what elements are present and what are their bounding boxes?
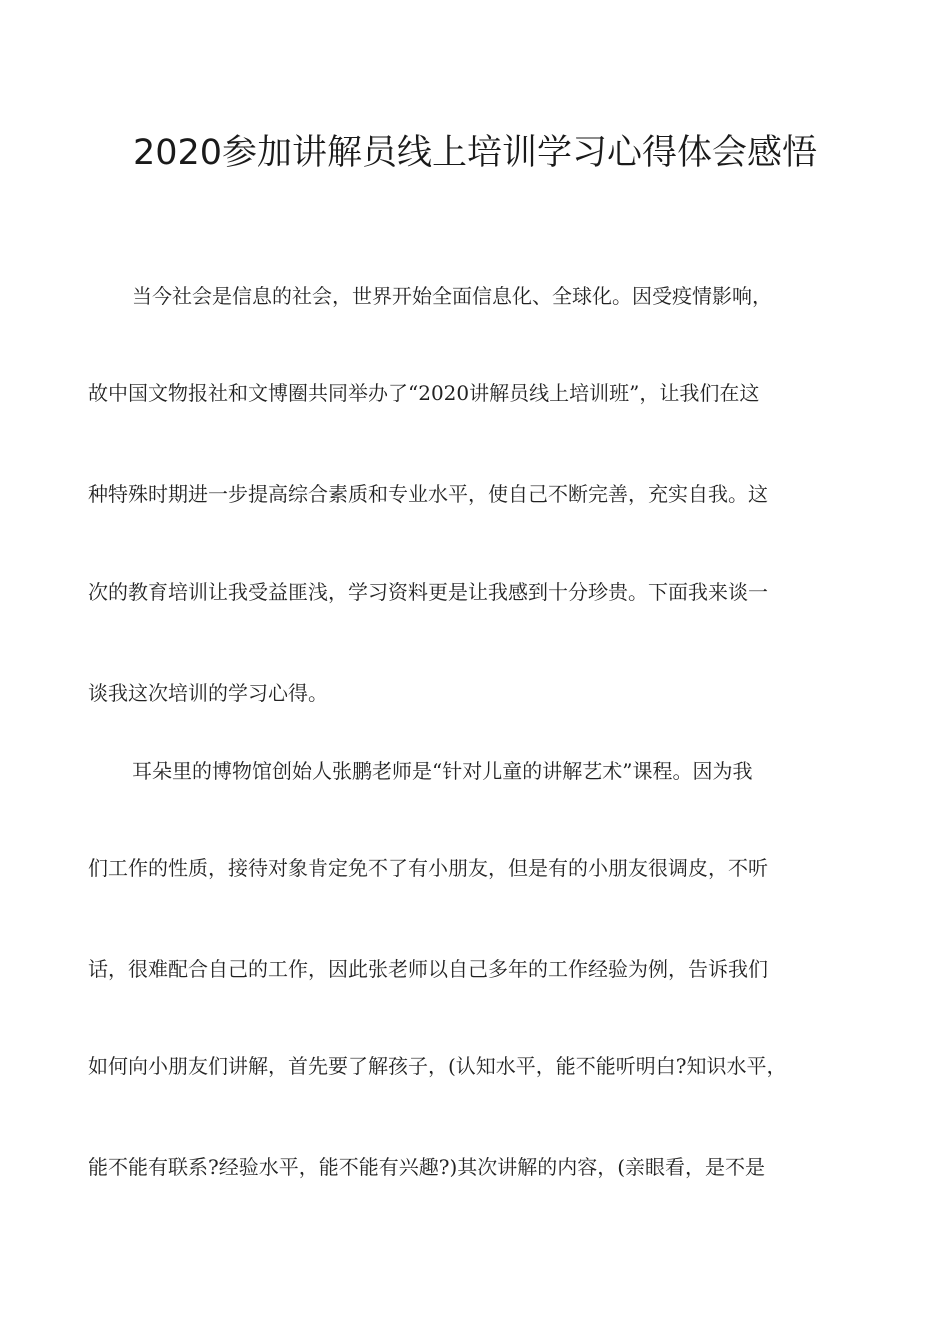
- paragraph-2-line-5: 能不能有联系?经验水平，能不能有兴趣?)其次讲解的内容，(亲眼看，是不是: [88, 1155, 766, 1179]
- paragraph-2-line-3: 话，很难配合自己的工作，因此张老师以自己多年的工作经验为例，告诉我们: [88, 957, 768, 981]
- paragraph-2-line-1: 耳朵里的博物馆创始人张鹏老师是“针对儿童的讲解艺术”课程。因为我: [132, 759, 753, 783]
- paragraph-1-line-1: 当今社会是信息的社会，世界开始全面信息化、全球化。因受疫情影响，: [132, 284, 772, 308]
- paragraph-1-line-4: 次的教育培训让我受益匪浅，学习资料更是让我感到十分珍贵。下面我来谈一: [88, 580, 768, 604]
- paragraph-1-line-5: 谈我这次培训的学习心得。: [88, 681, 328, 705]
- document-title: 2020参加讲解员线上培训学习心得体会感悟: [132, 133, 818, 173]
- paragraph-1-line-3: 种特殊时期进一步提高综合素质和专业水平，使自己不断完善，充实自我。这: [88, 482, 768, 506]
- paragraph-2-line-4: 如何向小朋友们讲解，首先要了解孩子，(认知水平，能不能听明白?知识水平，: [88, 1054, 787, 1078]
- paragraph-1-line-2: 故中国文物报社和文博圈共同举办了“2020讲解员线上培训班”，让我们在这: [88, 381, 760, 405]
- paragraph-2-line-2: 们工作的性质，接待对象肯定免不了有小朋友，但是有的小朋友很调皮，不听: [88, 856, 768, 880]
